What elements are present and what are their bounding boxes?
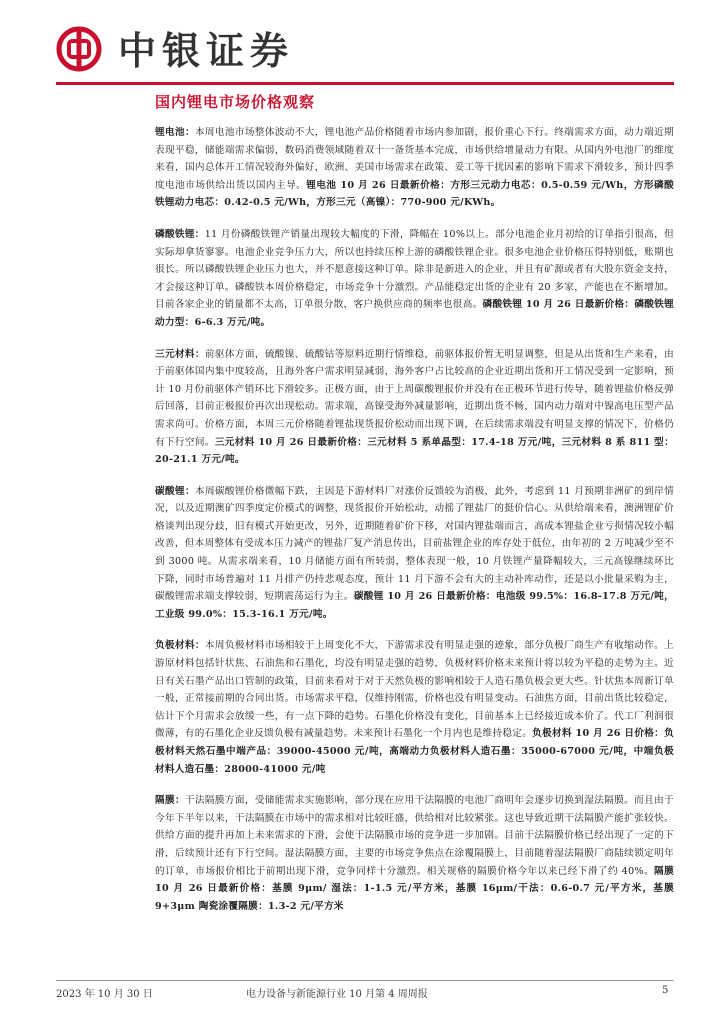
paragraph-lead: 碳酸锂： bbox=[155, 485, 195, 497]
paragraph-body: 本周碳酸锂价格微幅下跌，主因是下游材料厂对涨价反馈较为消极，此外，考虑到 11 月预期非洲矿的到岸情况，以及近期澳矿四季度定价模式的调整，现货报价开始松动，动摇了锂盐厂的挺价信心。从供给端来看，澳洲锂矿价格谈判出现分歧，旧有模式开始更改，另外，近期随着矿价下移，对国内锂盐端而言，高成本锂盐企业亏损情况较小幅改善，但本周整体有受成本压力减产的锂盐厂复产消息传出，目前盐锂企业的库存处于低位，由年初的 2 万吨减少至不到 3000 吨。从需求端来看，10 月储能方面有所转弱，整体表现一般，10 月铁锂产量降幅较大，三元高镍继续环比下降，同时市场普遍对 11 月排产仍持悲观态度，预计 11 月下游不会有大的主动补库动作，还是以小批量采购为主，碳酸锂需求端支撑较弱，短期震荡运行为主。 bbox=[155, 485, 674, 603]
paragraph-ternary bbox=[155, 346, 674, 469]
content bbox=[155, 124, 674, 929]
footer-date: 2023 年 10 月 30 日 bbox=[56, 989, 153, 1000]
header-rule bbox=[56, 82, 674, 85]
paragraph-battery bbox=[155, 124, 674, 212]
paragraph-separator bbox=[155, 792, 674, 915]
paragraph-price: 锂电池 10 月 26 日最新价格：方形三元动力电芯：0.5-0.59 元/Wh，方形磷酸铁锂动力电芯：0.42-0.5 元/Wh，方形三元（高镍）：770-900 元/KWh。 bbox=[155, 179, 674, 209]
paragraph-anode bbox=[155, 637, 674, 778]
footer-rule bbox=[56, 980, 674, 981]
paragraph-body: 11 月份磷酸铁锂产销量出现较大幅度的下滑，降幅在 10%以上。部分电池企业月初给的订单指引很高，但实际却拿货寥寥。电池企业竞争压力大，所以也持续压榨上游的磷酸铁锂企业。很多电池企业价格压得特别低，账期也很长。所以磷酸铁锂企业压力也大，并不愿意接这种订单。除非是新进入的企业，并且有矿源或者有大股东资金支持，才会接这种订单。磷酸铁本周价格稳定，市场竞争十分激烈。产品能稳定出货的企业有 20 多家，产能也在不断增加。目前各家企业的销量都不太高，订单很分散，客户换供应商的频率也很高。 bbox=[155, 228, 675, 311]
paragraph-lead: 负极材料： bbox=[155, 640, 205, 652]
paragraph-price: 三元材料 10 月 26 日最新价格：三元材料 5 系单晶型：17.4-18 万元/吨，三元材料 8 系 811 型：20-21.1 万元/吨。 bbox=[155, 436, 674, 466]
bank-of-china-logo-icon bbox=[56, 26, 102, 72]
section-title: 国内锂电市场价格观察 bbox=[155, 93, 316, 111]
paragraph-body: 前驱体方面，硫酸镍、硫酸钴等原料近期行情维稳，前驱体报价暂无明显调整，但是从出货和生产来看，由于前驱体国内集中度较高，且海外客户需求明显减弱，海外客户占比较高的企业近期出货和开工情况受到一定影响，预计 10 月份前驱体产销环比下滑较多。正极方面，由于上周碳酸锂报价并没有在正极环节进行传导，随着锂盐价格反弹后回落，目前正极报价再次出现松动。需求端，高镍受海外减量影响，近期出货不畅，国内动力端对中镍高电压型产品需求尚可。价格方面，本周三元价格随着锂盐现货报价松动而出现下调，在后续需求端没有明显支撑的情况下，价格仍有下行空间。 bbox=[155, 348, 674, 448]
paragraph-lead: 三元材料： bbox=[155, 348, 205, 360]
footer-report-title: 电力设备与新能源行业 10 月第 4 周周报 bbox=[246, 989, 428, 1000]
header bbox=[56, 26, 676, 78]
paragraph-price: 磷酸铁锂 10 月 26 日最新价格：磷酸铁锂动力型：6-6.3 万元/吨。 bbox=[155, 299, 674, 328]
paragraph-price: 负极材料 10 月 26 日价格：负极材料天然石墨中端产品：39000-45000 元/吨，高端动力负极材料人造石墨：35000-67000 元/吨，中端负极材料人造石墨：28000-41000 元/吨 bbox=[155, 728, 674, 775]
page-number: 5 bbox=[662, 985, 669, 996]
paragraph-lfp bbox=[155, 226, 674, 332]
paragraph-lead: 隔膜： bbox=[155, 795, 185, 807]
paragraph-price: 隔膜 10 月 26 日最新价格：基膜 9μm/ 湿法：1-1.5 元/平方米，基膜 16μm/干法：0.6-0.7 元/平方米，基膜 9+3μm 陶瓷涂覆隔膜：1.3-2 元/平方米 bbox=[155, 865, 674, 912]
paragraph-lead: 锂电池： bbox=[155, 127, 195, 138]
paragraph-lithium-carbonate bbox=[155, 483, 674, 624]
paragraph-body: 干法隔膜方面，受储能需求实施影响，部分现在应用干法隔膜的电池厂商明年会逐步切换到湿法隔膜。而且由于今年下半年以来，干法隔膜在市场中的需求相对比较旺盛，供给相对比较紧张。这也导致近期干法隔膜产能扩张较快。供给方面的提升再加上未来需求的下滑，会使干法隔膜市场的竞争进一步加剧。目前干法隔膜价格已经出现了一定的下滑，后续预计还有下行空间。湿法隔膜方面，主要的市场竞争焦点在涂覆隔膜上，目前随着湿法隔膜厂商陆续锁定明年的订单，市场报价相比于前期出现下滑，竞争同样十分激烈。相关规格的隔膜价格今年以来已经下滑了约 40%。 bbox=[155, 795, 674, 877]
paragraph-body: 本周负极材料市场相较于上周变化不大，下游需求没有明显走强的迹象，部分负极厂商生产有收缩动作。上游原材料包括针状焦、石油焦和石墨化，均没有明显走强的趋势，负极材料价格未来预计将以较为平稳的走势为主。近日有关石墨产品出口管制的政策，目前来看对于对于天然负极的影响相较于人造石墨负极会更大些。针状焦本周新订单一般，正常接前期的合同出货。市场需求平稳，仅维持刚需，价格也没有明显变动。石油焦方面，目前出货比较稳定，估计下个月需求会放缓一些，有一点下降的趋势。石墨化价格没有变化，目前基本上已经接近成本价了。代工厂利润很微薄，有的石墨化企业反馈负极有减量趋势。未来预计石墨化一个月内也是维持稳定。 bbox=[155, 640, 674, 740]
paragraph-price: 碳酸锂 10 月 26 日最新价格：电池级 99.5%：16.8-17.8 万元/吨，工业级 99.0%：15.3-16.1 万元/吨。 bbox=[155, 591, 675, 620]
paragraph-body: 本周电池市场整体波动不大，锂电池产品价格随着市场内参加剧，报价重心下行。终端需求方面，动力端近期表现平稳，储能端需求偏弱，数码消费领域随着双十一备货基本完成，市场供给增量动力有限。从国内外电池厂的维度来看，国内总体开工情况较海外偏好，欧洲、美国市场需求在政策、妥工等干扰因素的影响下需求下滑较多，预计四季度电池市场供给出货以国内主导。 bbox=[155, 127, 674, 191]
brand-name: 中银证券 bbox=[118, 29, 295, 73]
paragraph-lead: 磷酸铁锂： bbox=[155, 228, 205, 240]
